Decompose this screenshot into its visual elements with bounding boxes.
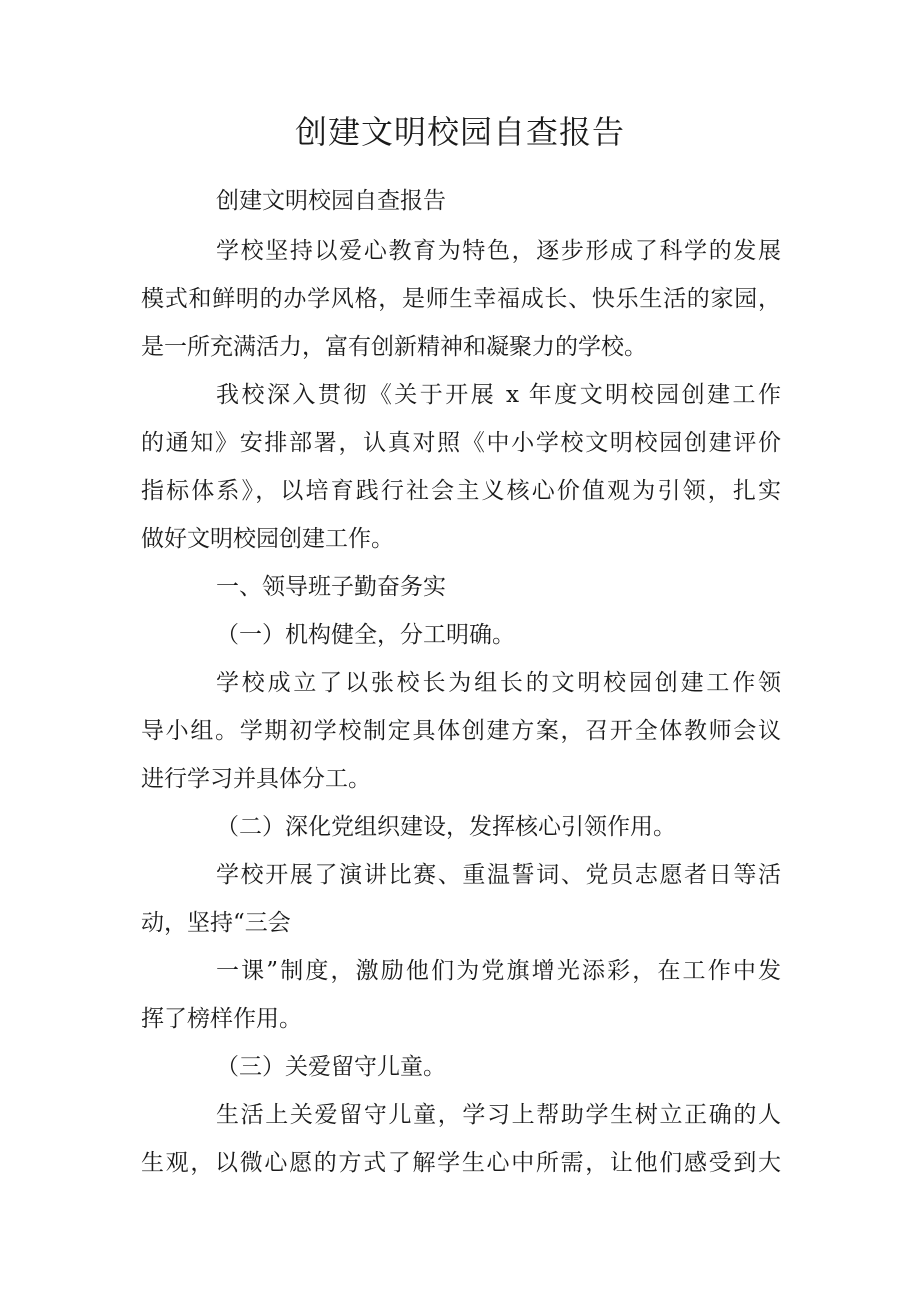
paragraph-line: 学校开展了演讲比赛、重温誓词、党员志愿者日等活 — [216, 862, 781, 888]
paragraph-line: 指标体系》，以培育践行社会主义核心价值观为引领，扎实 — [141, 478, 781, 504]
subtitle-line: 创建文明校园自查报告 — [216, 188, 446, 214]
paragraph-line: 生活上关爱留守儿童，学习上帮助学生树立正确的人 — [216, 1102, 781, 1128]
paragraph-line: 学校坚持以爱心教育为特色，逐步形成了科学的发展 — [216, 238, 781, 264]
paragraph-line: 动，坚持“三会 — [141, 910, 291, 936]
paragraph-line: 导小组。学期初学校制定具体创建方案，召开全体教师会议 — [141, 718, 781, 744]
paragraph-line: 挥了榜样作用。 — [141, 1006, 302, 1032]
paragraph-line: 做好文明校园创建工作。 — [141, 526, 394, 552]
paragraph-line: 模式和鲜明的办学风格，是师生幸福成长、快乐生活的家园， — [141, 286, 781, 312]
paragraph-line: 进行学习并具体分工。 — [141, 766, 371, 792]
paragraph-line: 学校成立了以张校长为组长的文明校园创建工作领 — [216, 670, 781, 696]
paragraph-line: 生观，以微心愿的方式了解学生心中所需，让他们感受到大 — [141, 1150, 781, 1176]
subsection-heading: （一）机构健全，分工明确。 — [216, 622, 515, 648]
paragraph-line: 是一所充满活力，富有创新精神和凝聚力的学校。 — [141, 334, 647, 360]
paragraph-line: 的通知》安排部署，认真对照《中小学校文明校园创建评价 — [141, 430, 781, 456]
subsection-heading: （二）深化党组织建设，发挥核心引领作用。 — [216, 814, 676, 840]
subsection-heading: （三）关爱留守儿童。 — [216, 1054, 446, 1080]
section-heading: 一、领导班子勤奋务实 — [216, 574, 446, 600]
paragraph-line: 我校深入贯彻《关于开展 x 年度文明校园创建工作 — [216, 382, 781, 408]
paragraph-line: 一课”制度，激励他们为党旗增光添彩，在工作中发 — [216, 958, 781, 984]
document-title: 创建文明校园自查报告 — [294, 113, 625, 151]
